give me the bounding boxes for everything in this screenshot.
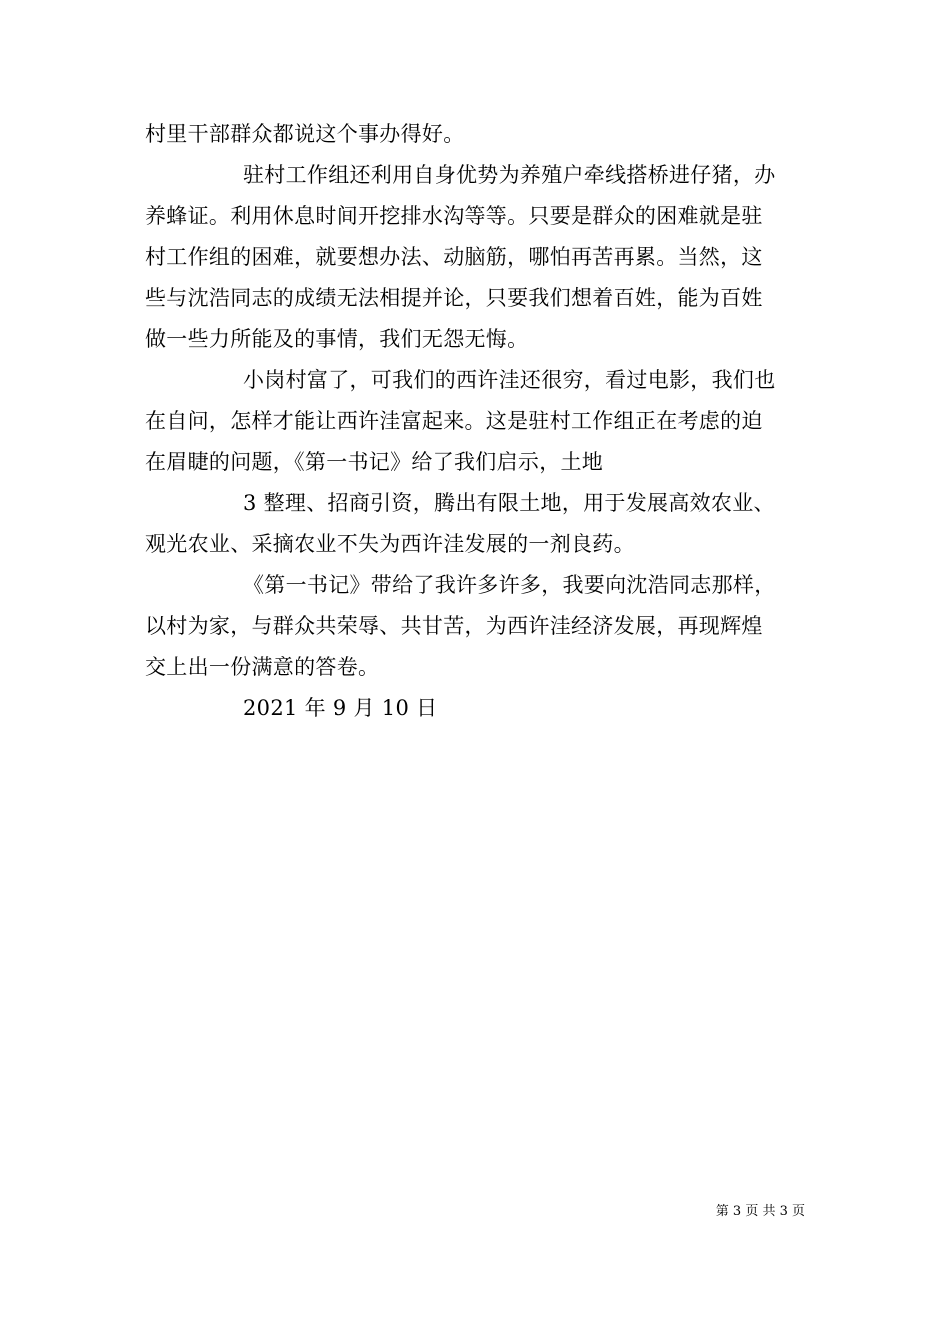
document-date: 2021 年 9 月 10 日 <box>243 696 438 720</box>
text-line: 些与沈浩同志的成绩无法相提并论，只要我们想着百姓，能为百姓 <box>145 286 763 310</box>
text-line: 观光农业、采摘农业不失为西许洼发展的一剂良药。 <box>145 532 635 556</box>
text-line: 做一些力所能及的事情，我们无怨无悔。 <box>145 327 529 351</box>
text-line: 村里干部群众都说这个事办得好。 <box>145 122 465 146</box>
text-line: 《第一书记》带给了我许多许多，我要向沈浩同志那样， <box>243 573 776 597</box>
text-line: 以村为家，与群众共荣辱、共甘苦，为西许洼经济发展，再现辉煌 <box>145 614 763 638</box>
text-line: 在眉睫的问题，《第一书记》给了我们启示，土地 <box>145 450 604 474</box>
text-line: 小岗村富了，可我们的西许洼还很穷，看过电影，我们也 <box>243 368 776 392</box>
page-footer: 第 3 页 共 3 页 <box>715 1204 805 1219</box>
text-line: 交上出一份满意的答卷。 <box>145 655 380 679</box>
text-line: 3 整理、招商引资，腾出有限土地，用于发展高效农业、 <box>243 491 775 515</box>
text-line: 在自问，怎样才能让西许洼富起来。这是驻村工作组正在考虑的迫 <box>145 409 763 433</box>
text-line: 村工作组的困难，就要想办法、动脑筋，哪怕再苦再累。当然，这 <box>145 245 763 269</box>
document-body <box>145 114 807 729</box>
text-line: 驻村工作组还利用自身优势为养殖户牵线搭桥进仔猪，办 <box>243 163 776 187</box>
text-line: 养蜂证。利用休息时间开挖排水沟等等。只要是群众的困难就是驻 <box>145 204 763 228</box>
